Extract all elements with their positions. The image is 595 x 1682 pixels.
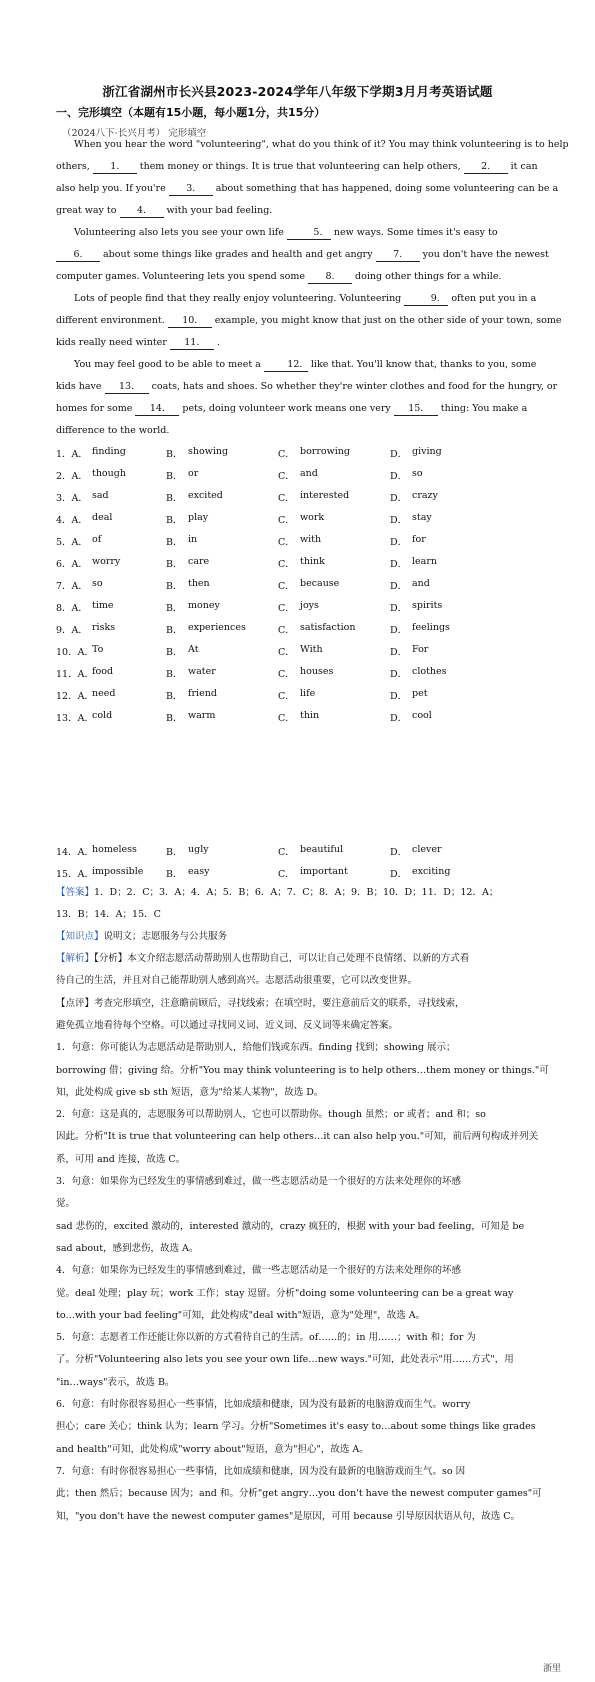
option-row (56, 600, 536, 612)
option-letter: D． (390, 713, 408, 724)
option-text: interested (300, 490, 350, 501)
option-letter: B． (166, 713, 183, 724)
option-text: ugly (188, 844, 209, 855)
passage-line (56, 183, 559, 196)
option-letter: C． (278, 647, 295, 658)
passage-text: about some things like grades and health and get angry (100, 249, 376, 260)
option-letter: B． (166, 625, 183, 636)
analysis-line (56, 1354, 540, 1366)
analysis-line (56, 1310, 540, 1322)
passage-line (56, 425, 540, 437)
analysis-text: 担心；care 关心；think 认为；learn 学习。分析"Sometimes it's easy to…about some things like grades (56, 1421, 536, 1433)
option-row (56, 644, 536, 656)
analysis-text: 4．句意：如果你为已经发生的事情感到难过，做一些志愿活动是一个很好的方法来处理你的坏感 (56, 1265, 462, 1277)
option-text: so (412, 468, 423, 479)
passage-line (56, 139, 569, 151)
analysis-text: 此；then 然后；because 因为；and 和。分析"get angry…you don't have the newest computer games"可 (56, 1488, 542, 1500)
analysis-line (56, 1511, 540, 1523)
option-text: excited (188, 490, 223, 501)
option-row (56, 688, 536, 700)
option-letter: 2．A． (56, 471, 88, 482)
option-row (56, 490, 536, 502)
analysis-line (56, 1466, 540, 1478)
option-text: beautiful (300, 844, 344, 855)
option-letter: B． (166, 647, 183, 658)
option-text: because (300, 578, 340, 589)
analysis-line (56, 998, 540, 1010)
analysis-text: 了。分析"Volunteering also lets you see your own life…new ways."可知，此处表示"用……方式"，用 (56, 1354, 514, 1366)
option-text: experiences (188, 622, 246, 633)
passage-line (56, 315, 562, 328)
option-letter: D． (390, 471, 408, 482)
option-text: worry (92, 556, 121, 567)
option-row (56, 556, 536, 568)
option-text: cool (412, 710, 432, 721)
analysis-text: 【点评】考查完形填空，注意瞻前顾后，寻找线索；在填空时，要注意前后文的联系，寻找线索， (56, 997, 465, 1009)
option-text: though (92, 468, 126, 479)
option-text: showing (188, 446, 229, 457)
option-letter: D． (390, 669, 408, 680)
option-text: finding (92, 446, 126, 457)
analysis-line (56, 1265, 540, 1277)
option-letter: B． (166, 537, 183, 548)
cloze-blank: 3. (169, 183, 213, 196)
passage-text: often put you in a (448, 293, 537, 304)
analysis-line (56, 1176, 540, 1188)
passage-text: example, you might know that just on the other side of your town, some (211, 315, 562, 326)
analysis-line (56, 1131, 540, 1143)
passage-text: You may feel good to be able to meet a (74, 359, 264, 370)
option-letter: 3．A． (56, 493, 88, 504)
option-text: clever (412, 844, 442, 855)
option-text: friend (188, 688, 217, 699)
analysis-line (56, 1332, 540, 1344)
option-text: homeless (92, 844, 137, 855)
option-row (56, 468, 536, 480)
option-letter: 13．A． (56, 713, 94, 724)
option-text: easy (188, 866, 210, 877)
option-text: borrowing (300, 446, 350, 457)
option-text: exciting (412, 866, 451, 877)
option-text: joys (300, 600, 319, 611)
option-text: think (300, 556, 325, 567)
option-text: important (300, 866, 348, 877)
passage-line (56, 161, 540, 174)
option-text: work (300, 512, 325, 523)
option-letter: B． (166, 869, 183, 880)
analysis-text: 2．句意：这是真的，志愿服务可以帮助别人，它也可以帮助你。though 虽然；or 或者；and 和；so (56, 1109, 486, 1121)
option-letter: 12．A． (56, 691, 94, 702)
option-text: play (188, 512, 209, 523)
passage-text: you don't have the newest (419, 249, 549, 260)
option-letter: B． (166, 449, 183, 460)
option-letter: C． (278, 581, 295, 592)
analysis-label: 【解析】 (56, 953, 95, 964)
passage-text: also help you. If you're (56, 183, 169, 194)
option-letter: 4．A． (56, 515, 88, 526)
option-row (56, 512, 536, 524)
option-letter: B． (166, 559, 183, 570)
passage-text: Volunteering also lets you see your own life (74, 227, 287, 238)
passage-line (56, 271, 540, 284)
option-row (56, 710, 536, 722)
passage-line (56, 293, 540, 306)
option-letter: D． (390, 625, 408, 636)
cloze-blank: 1. (93, 161, 137, 174)
passage-text: difference to the world. (56, 425, 170, 436)
analysis-text: and health"可知，此处构成"worry about"短语，意为"担心"，故选 A。 (56, 1443, 369, 1455)
option-text: money (188, 600, 220, 611)
option-text: care (188, 556, 210, 567)
option-text: with (300, 534, 322, 545)
option-row (56, 446, 536, 458)
analysis-line (56, 1020, 540, 1032)
passage-line (56, 337, 540, 350)
option-letter: C． (278, 537, 295, 548)
option-text: learn (412, 556, 437, 567)
option-letter: B． (166, 581, 183, 592)
cloze-blank: 9. (404, 293, 448, 306)
knowledge-text: 说明文；志愿服务与公共服务 (103, 931, 228, 942)
option-text: in (188, 534, 198, 545)
analysis-line (56, 1444, 540, 1456)
option-text: life (300, 688, 316, 699)
analysis-line (56, 1377, 540, 1389)
analysis-line (56, 1243, 540, 1255)
cloze-blank: 14. (135, 403, 179, 416)
cloze-blank: 6. (56, 249, 100, 262)
option-text: stay (412, 512, 432, 523)
passage-text: computer games. Volunteering lets you spend some (56, 271, 309, 282)
passage-text: it can (507, 161, 538, 172)
passage-text: with your bad feeling. (163, 205, 273, 216)
analysis-line (56, 1488, 540, 1500)
analysis-text: 7．句意：有时你很容易担心一些事情，比如成绩和健康，因为没有最新的电脑游戏而生气。so 因 (56, 1465, 466, 1477)
option-letter: 1．A． (56, 449, 88, 460)
analysis-line (56, 953, 540, 965)
answer-label: 【答案】 (56, 887, 95, 898)
option-text: spirits (412, 600, 443, 611)
option-letter: D． (390, 647, 408, 658)
option-text: giving (412, 446, 442, 457)
passage-line (56, 249, 549, 262)
option-letter: C． (278, 493, 295, 504)
analysis-line (56, 1154, 540, 1166)
analysis-line (56, 975, 540, 987)
cloze-blank: 13. (105, 381, 149, 394)
analysis-text: 1．句意：你可能认为志愿活动是帮助别人，给他们钱或东西。finding 找到；showing 展示； (56, 1042, 456, 1054)
option-letter: C． (278, 471, 295, 482)
option-letter: 10．A． (56, 647, 94, 658)
option-text: houses (300, 666, 334, 677)
passage-text: them money or things. It is true that volunteering can help others, (136, 161, 464, 172)
option-letter: D． (390, 581, 408, 592)
option-letter: B． (166, 847, 183, 858)
analysis-line (56, 1064, 549, 1077)
passage-text: kids really need winter (56, 337, 170, 348)
passage-line (56, 381, 558, 394)
option-text: need (92, 688, 116, 699)
passage-text: coats, hats and shoes. So whether they're winter clothes and food for the hungry, or (148, 381, 558, 392)
page-title: 浙江省湖州市长兴县2023-2024学年八年级下学期3月月考英语试题 (102, 84, 493, 99)
option-text: then (188, 578, 210, 589)
option-text: time (92, 600, 114, 611)
passage-text: thing: You make a (437, 403, 528, 414)
option-row (56, 866, 536, 878)
analysis-text: 【分析】本文介绍志愿活动帮助别人也帮助自己，可以让自己处理不良情绪、以新的方式看 (94, 953, 470, 964)
passage-text: pets, doing volunteer work means one very (179, 403, 394, 414)
option-letter: 6．A． (56, 559, 88, 570)
option-letter: C． (278, 847, 295, 858)
passage-text: homes for some (56, 403, 136, 414)
analysis-text: 5．句意：志愿者工作还能让你以新的方式看待自己的生活。of……的；in 用……；with 和；for 为 (56, 1332, 476, 1344)
option-letter: C． (278, 559, 295, 570)
option-text: water (188, 666, 216, 677)
option-letter: B． (166, 471, 183, 482)
passage-text: like that. You'll know that, thanks to you, some (307, 359, 537, 370)
option-text: so (92, 578, 103, 589)
knowledge-point (56, 931, 540, 943)
passage-text: doing other things for a while. (352, 271, 502, 282)
passage-text: about something that has happened, doing some volunteering can be a (212, 183, 559, 194)
option-letter: C． (278, 691, 295, 702)
cloze-blank: 2. (464, 161, 508, 174)
option-letter: 5．A． (56, 537, 88, 548)
option-letter: D． (390, 869, 408, 880)
option-text: thin (300, 710, 320, 721)
option-letter: 7．A． (56, 581, 88, 592)
option-letter: C． (278, 713, 295, 724)
option-letter: C． (278, 625, 295, 636)
page-footer: 浙里 (542, 1664, 561, 1674)
analysis-text: 6．句意：有时你很容易担心一些事情，比如成绩和健康，因为没有最新的电脑游戏而生气。worry (56, 1399, 471, 1410)
analysis-line (56, 1221, 540, 1233)
passage-text: Lots of people find that they really enjoy volunteering. Volunteering (74, 293, 405, 304)
analysis-text: 觉。 (56, 1198, 76, 1210)
option-text: At (188, 644, 199, 655)
cloze-blank: 10. (168, 315, 212, 328)
analysis-text: 3．句意：如果你为已经发生的事情感到难过，做一些志愿活动是一个很好的方法来处理你的坏感 (56, 1176, 462, 1187)
option-letter: B． (166, 603, 183, 614)
question-source: （2024八下·长兴月考） 完形填空 (62, 128, 207, 139)
option-letter: B． (166, 493, 183, 504)
option-letter: C． (278, 869, 295, 880)
answer-text-1: 1．D；2．C；3．A；4．A；5．B；6．A；7．C；8．A；9．B；10．D；11．D；12．A； (94, 887, 499, 898)
analysis-text: 知，此处构成 give sb sth 短语，意为"给某人某物"，故选 D。 (56, 1086, 324, 1098)
analysis-line (56, 1421, 540, 1433)
option-letter: D． (390, 493, 408, 504)
option-letter: 9．A． (56, 625, 88, 636)
analysis-text: 觉。deal 处理；play 玩；work 工作；stay 逗留。分析"doing some volunteering can be a great way (56, 1287, 514, 1299)
option-letter: D． (390, 691, 408, 702)
option-letter: B． (166, 691, 183, 702)
option-text: or (188, 468, 199, 479)
option-letter: 8．A． (56, 603, 88, 614)
option-text: crazy (412, 490, 438, 501)
option-letter: D． (390, 515, 408, 526)
analysis-text: "in…ways"表示，故选 B。 (56, 1376, 175, 1388)
option-letter: C． (278, 669, 295, 680)
option-text: warm (188, 710, 216, 721)
option-text: deal (92, 512, 113, 523)
option-text: for (412, 534, 426, 545)
option-letter: D． (390, 449, 408, 460)
option-letter: B． (166, 515, 183, 526)
option-row (56, 534, 536, 546)
option-text: With (300, 644, 323, 655)
passage-line (56, 359, 540, 372)
option-letter: D． (390, 603, 408, 614)
option-text: and (412, 578, 430, 589)
cloze-blank: 8. (308, 271, 352, 284)
option-letter: B． (166, 669, 183, 680)
cloze-blank: 4. (120, 205, 164, 218)
option-letter: 11．A． (56, 669, 94, 680)
option-letter: 14．A． (56, 847, 94, 858)
option-text: clothes (412, 666, 447, 677)
analysis-text: 避免孤立地看待每个空格。可以通过寻找同义词、近义词、反义词等来确定答案。 (56, 1019, 399, 1031)
option-text: For (412, 644, 429, 655)
analysis-line (56, 1399, 540, 1411)
analysis-line (56, 1042, 540, 1054)
answer-line-1 (56, 887, 540, 899)
analysis-line (56, 1288, 540, 1300)
option-letter: D． (390, 847, 408, 858)
passage-text: others, (56, 161, 93, 172)
cloze-blank: 7. (376, 249, 420, 262)
analysis-text: 待自己的生活，并且对自己能帮助别人感到高兴。志愿活动很重要，它可以改变世界。 (56, 975, 418, 987)
cloze-blank: 5. (287, 227, 331, 240)
analysis-text: sad 悲伤的，excited 激动的，interested 激动的，crazy 疯狂的，根据 with your bad feeling，可知是 be (56, 1220, 525, 1232)
analysis-text: borrowing 借；giving 给。分析"You may think volunteering is to help others…them money or things."可 (56, 1064, 549, 1076)
passage-line (56, 403, 540, 416)
option-row (56, 844, 536, 856)
analysis-text: sad about，感到悲伤，故选 A。 (56, 1242, 199, 1254)
passage-text: different environment. (56, 315, 168, 326)
analysis-text: 系，可用 and 连接，故选 C。 (56, 1153, 186, 1165)
option-text: food (92, 666, 114, 677)
passage-text: kids have (56, 381, 105, 392)
option-row (56, 622, 536, 634)
option-text: sad (92, 490, 109, 501)
option-row (56, 666, 536, 678)
analysis-text: 因此。分析"It is true that volunteering can help others…it can also help you."可知，前后两句构成并列关 (56, 1131, 539, 1143)
cloze-blank: 11. (170, 337, 214, 350)
option-letter: C． (278, 449, 295, 460)
passage-text: . (213, 337, 220, 348)
passage-line (56, 227, 540, 240)
option-text: To (92, 644, 104, 655)
analysis-line (56, 1087, 540, 1099)
option-letter: D． (390, 559, 408, 570)
analysis-line (56, 1109, 540, 1121)
analysis-text: to…with your bad feeling"可知，此处构成"deal with"短语，意为"处理"，故选 A。 (56, 1309, 426, 1321)
option-text: and (300, 468, 318, 479)
option-letter: 15．A． (56, 869, 94, 880)
analysis-line (56, 1198, 540, 1210)
passage-text: When you hear the word "volunteering", what do you think of it? You may think volunteering is to help (74, 139, 569, 150)
passage-line (56, 205, 540, 218)
answer-line-2: 13．B；14．A；15．C (56, 909, 161, 920)
option-letter: D． (390, 537, 408, 548)
section-heading: 一、完形填空（本题有15小题，每小题1分，共15分） (56, 106, 326, 119)
knowledge-label: 【知识点】 (56, 931, 104, 942)
option-row (56, 578, 536, 590)
option-text: pet (412, 688, 428, 699)
cloze-blank: 12. (264, 359, 308, 372)
passage-text: new ways. Some times it's easy to (330, 227, 498, 238)
option-text: impossible (92, 866, 144, 877)
passage-text: great way to (56, 205, 120, 216)
option-text: of (92, 534, 102, 545)
option-letter: C． (278, 603, 295, 614)
analysis-text: 知，"you don't have the newest computer games"是原因，可用 because 引导原因状语从句，故选 C。 (56, 1510, 521, 1522)
option-text: satisfaction (300, 622, 356, 633)
cloze-blank: 15. (394, 403, 438, 416)
option-text: cold (92, 710, 113, 721)
option-letter: C． (278, 515, 295, 526)
option-text: feelings (412, 622, 450, 633)
option-text: risks (92, 622, 116, 633)
